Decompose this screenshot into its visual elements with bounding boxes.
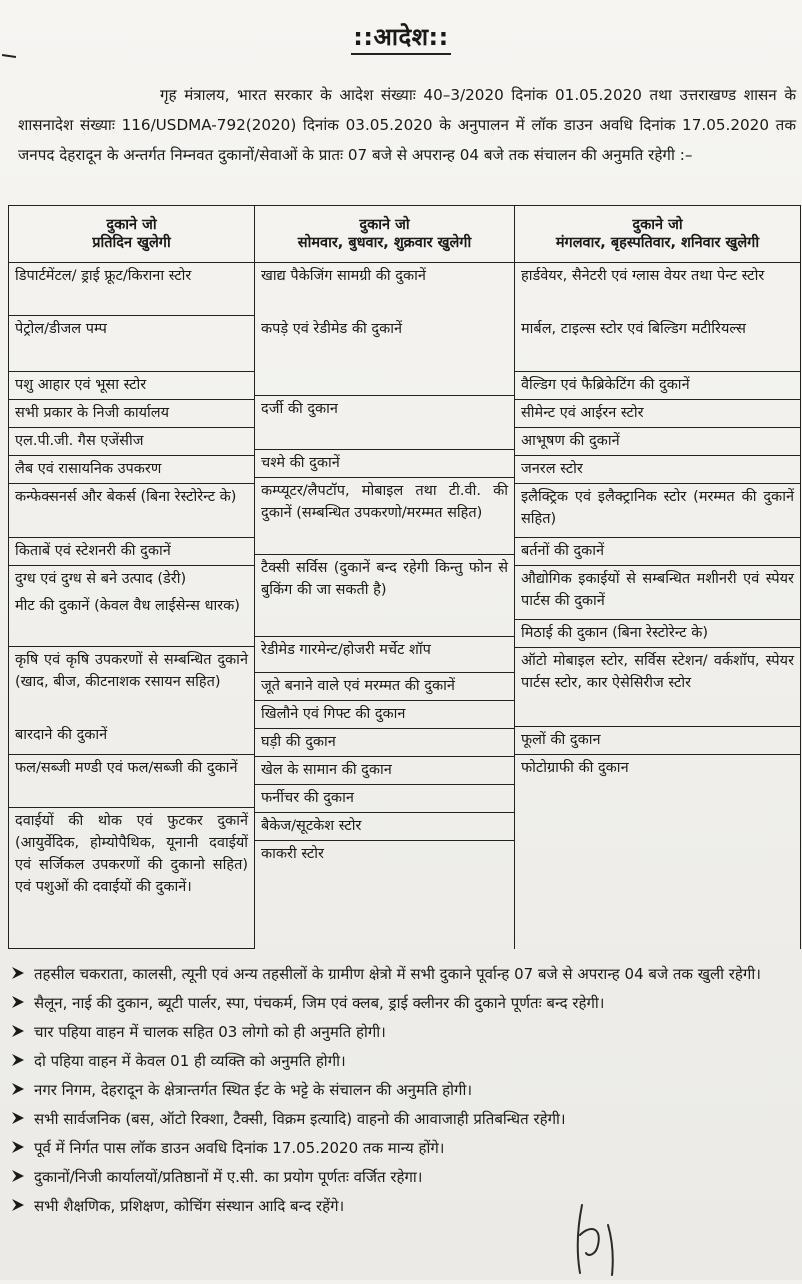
bullet-text: दो पहिया वाहन में केवल 01 ही व्यक्ति को अनुमति होगी। <box>34 1052 346 1070</box>
list-item: बैकेज/सूटकेश स्टोर <box>255 813 514 841</box>
bullet-item <box>10 991 796 1015</box>
arrow-bullet-icon <box>10 1110 26 1126</box>
list-item: रेडीमेड गारमेन्ट/होजरी मर्चेट शॉप <box>255 637 514 673</box>
list-item: खिलौने एवं गिफ्ट की दुकान <box>255 701 514 729</box>
bullet-text: सैलून, नाई की दुकान, ब्यूटी पार्लर, स्पा, पंचकर्म, जिम एवं क्लब, ड्राई क्लीनर की दुकाने पूर्णतः बन्द रहेगी। <box>34 994 605 1012</box>
header-line: दुकाने जो <box>632 217 683 233</box>
header-line: प्रतिदिन खुलेगी <box>92 235 171 251</box>
bullet-item <box>10 1049 796 1073</box>
arrow-bullet-icon <box>10 1168 26 1184</box>
arrow-bullet-icon <box>10 1052 26 1068</box>
bullet-item <box>10 1107 796 1131</box>
list-item: हार्डवेयर, सैनेटरी एवं ग्लास वेयर तथा पेन्ट स्टोर <box>521 268 765 284</box>
intro-paragraph <box>18 80 796 170</box>
bullet-item <box>10 962 796 986</box>
bullet-item <box>10 1194 796 1218</box>
list-item: सभी प्रकार के निजी कार्यालय <box>9 400 254 428</box>
header-line: मंगलवार, बृहस्पतिवार, शनिवार खुलेगी <box>555 235 760 251</box>
list-item: पेट्रोल/डीजल पम्प <box>9 316 254 372</box>
header-line: सोमवार, बुधवार, शुक्रवार खुलेगी <box>297 235 472 251</box>
list-item: काकरी स्टोर <box>261 846 324 862</box>
list-item: एल.पी.जी. गैस एजेंसीज <box>9 428 254 456</box>
arrow-bullet-icon <box>10 965 26 981</box>
list-item: दर्जी की दुकान <box>255 396 514 450</box>
list-item: जूते बनाने वाले एवं मरम्मत की दुकानें <box>255 673 514 701</box>
list-item: कृषि एवं कृषि उपकरणों से सम्बन्धित दुकाने (खाद, बीज, कीटनाशक रसायन सहित) <box>15 652 248 690</box>
margin-mark <box>2 54 16 58</box>
list-item: मीट की दुकानें (केवल वैध लाईसेन्स धारक) <box>9 593 254 647</box>
list-item: चश्मे की दुकानें <box>255 450 514 478</box>
list-item: जनरल स्टोर <box>515 456 800 484</box>
signature-mark <box>568 1195 628 1280</box>
list-item: फूलों की दुकान <box>515 727 800 755</box>
list-item: बारदाने की दुकानें <box>9 722 254 755</box>
bullet-text: दुकानों/निजी कार्यालयों/प्रतिष्ठानों में ए.सी. का प्रयोग पूर्णतः वर्जित रहेगा। <box>34 1168 423 1186</box>
list-item: फोटोग्राफी की दुकान <box>521 760 629 776</box>
list-item: मार्बल, टाइल्स स्टोर एवं बिल्डिग मटीरियल्स <box>515 316 800 372</box>
list-item: इलैक्ट्रिक एवं इलैक्ट्रानिक स्टोर (मरम्मत की दुकानें सहित) <box>515 484 800 538</box>
list-item: वैल्डिग एवं फैब्रिकेटिंग की दुकानें <box>515 372 800 400</box>
instructions-list <box>10 962 796 1223</box>
list-item: किताबें एवं स्टेशनरी की दुकानें <box>9 538 254 566</box>
intro-text: गृह मंत्रालय, भारत सरकार के आदेश संख्याः 40–3/2020 दिनांक 01.05.2020 तथा उत्तराखण्ड शासन के शासनादेश संख्याः 116/USDMA-792(2020) दिनांक 03.05.2020 के अनुपालन में लॉक डाउन अवधि दिनांक 17.05.2020 तक जनपद देहरादून के अन्तर्गत निम्नवत दुकानों/सेवाओं के प्रातः 07 बजे से अपरान्ह 04 बजे तक संचालन की अनुमति रहेगी :– <box>18 86 796 164</box>
list-item: कपड़े एवं रेडीमेड की दुकानें <box>255 316 514 396</box>
bullet-text: पूर्व में निर्गत पास लॉक डाउन अवधि दिनांक 17.05.2020 तक मान्य होंगे। <box>34 1139 445 1157</box>
bullet-text: नगर निगम, देहरादून के क्षेत्रान्तर्गत स्थित ईट के भट्टे के संचालन की अनुमति होगी। <box>34 1081 473 1099</box>
list-item: मिठाई की दुकान (बिना रेस्टोरेन्ट के) <box>515 620 800 648</box>
shops-table <box>8 205 801 949</box>
header-mon-wed-fri <box>255 206 515 263</box>
column-daily <box>9 263 255 949</box>
order-title-text: ::आदेश:: <box>351 23 450 55</box>
bullet-item <box>10 1078 796 1102</box>
bullet-text: चार पहिया वाहन में चालक सहित 03 लोगो को ही अनुमति होगी। <box>34 1023 386 1041</box>
order-title <box>0 20 802 53</box>
arrow-bullet-icon <box>10 994 26 1010</box>
list-item: दुग्ध एवं दुग्ध से बने उत्पाद (डेरी) <box>15 571 187 587</box>
list-item: घड़ी की दुकान <box>255 729 514 757</box>
list-item: औद्योगिक इकाईयों से सम्बन्धित मशीनरी एवं स्पेयर पार्टस की दुकानें <box>515 566 800 620</box>
list-item: दवाईयों की थोक एवं फुटकर दुकानें (आयुर्वेदिक, होम्योपैथिक, यूनानी दवाईयों एवं सर्जिकल उपकरणों की दुकानो सहित) एवं पशुओं की दवाईयों की दुकानें। <box>15 813 248 895</box>
bullet-text: सभी सार्वजनिक (बस, ऑटो रिक्शा, टैक्सी, विक्रम इत्यादि) वाहनो की आवाजाही प्रतिबन्धित रहेगी। <box>34 1110 566 1128</box>
list-item: डिपार्टमेंटल/ ड्राई फ्रूट/किराना स्टोर <box>9 263 254 316</box>
list-item: बर्तनों की दुकानें <box>515 538 800 566</box>
arrow-bullet-icon <box>10 1197 26 1213</box>
list-item: कम्प्यूटर/लैपटॉप, मोबाइल तथा टी.वी. की दुकानें (सम्बन्धित उपकरणो/मरम्मत सहित) <box>255 478 514 555</box>
bullet-item <box>10 1165 796 1189</box>
list-item: कन्फेक्सनर्स और बेकर्स (बिना रेस्टोरेन्ट के) <box>9 484 254 538</box>
list-item: खेल के सामान की दुकान <box>255 757 514 785</box>
arrow-bullet-icon <box>10 1081 26 1097</box>
table-header-row <box>9 206 801 263</box>
bullet-text: सभी शैक्षणिक, प्रशिक्षण, कोचिंग संस्थान आदि बन्द रहेंगे। <box>34 1197 345 1215</box>
list-item: सीमेन्ट एवं आईरन स्टोर <box>515 400 800 428</box>
column-mon-wed-fri <box>255 263 515 949</box>
header-line: दुकाने जो <box>359 217 410 233</box>
arrow-bullet-icon <box>10 1139 26 1155</box>
list-item: फर्नीचर की दुकान <box>255 785 514 813</box>
bullet-text: तहसील चकराता, कालसी, त्यूनी एवं अन्य तहसीलों के ग्रामीण क्षेत्रो में सभी दुकाने पूर्वान्ह 07 बजे से अपरान्ह 04 बजे तक खुली रहेगी। <box>34 965 761 983</box>
list-item: लैब एवं रासायनिक उपकरण <box>9 456 254 484</box>
bullet-item <box>10 1136 796 1160</box>
list-item: आभूषण की दुकानें <box>515 428 800 456</box>
header-daily <box>9 206 255 263</box>
list-item: पशु आहार एवं भूसा स्टोर <box>9 372 254 400</box>
list-item: ऑटो मोबाइल स्टोर, सर्विस स्टेशन/ वर्कशॉप, स्पेयर पार्टस स्टोर, कार ऐसेसिरीज स्टोर <box>515 648 800 727</box>
arrow-bullet-icon <box>10 1023 26 1039</box>
column-tue-thu-sat <box>515 263 801 949</box>
header-line: दुकाने जो <box>106 217 157 233</box>
list-item: खाद्य पैकेजिंग सामग्री की दुकानें <box>261 268 426 284</box>
header-tue-thu-sat <box>515 206 801 263</box>
list-item: टैक्सी सर्विस (दुकानें बन्द रहेगी किन्तु फोन से बुकिंग की जा सकती है) <box>255 555 514 637</box>
list-item: फल/सब्जी मण्डी एवं फल/सब्जी की दुकानें <box>9 755 254 808</box>
bullet-item <box>10 1020 796 1044</box>
